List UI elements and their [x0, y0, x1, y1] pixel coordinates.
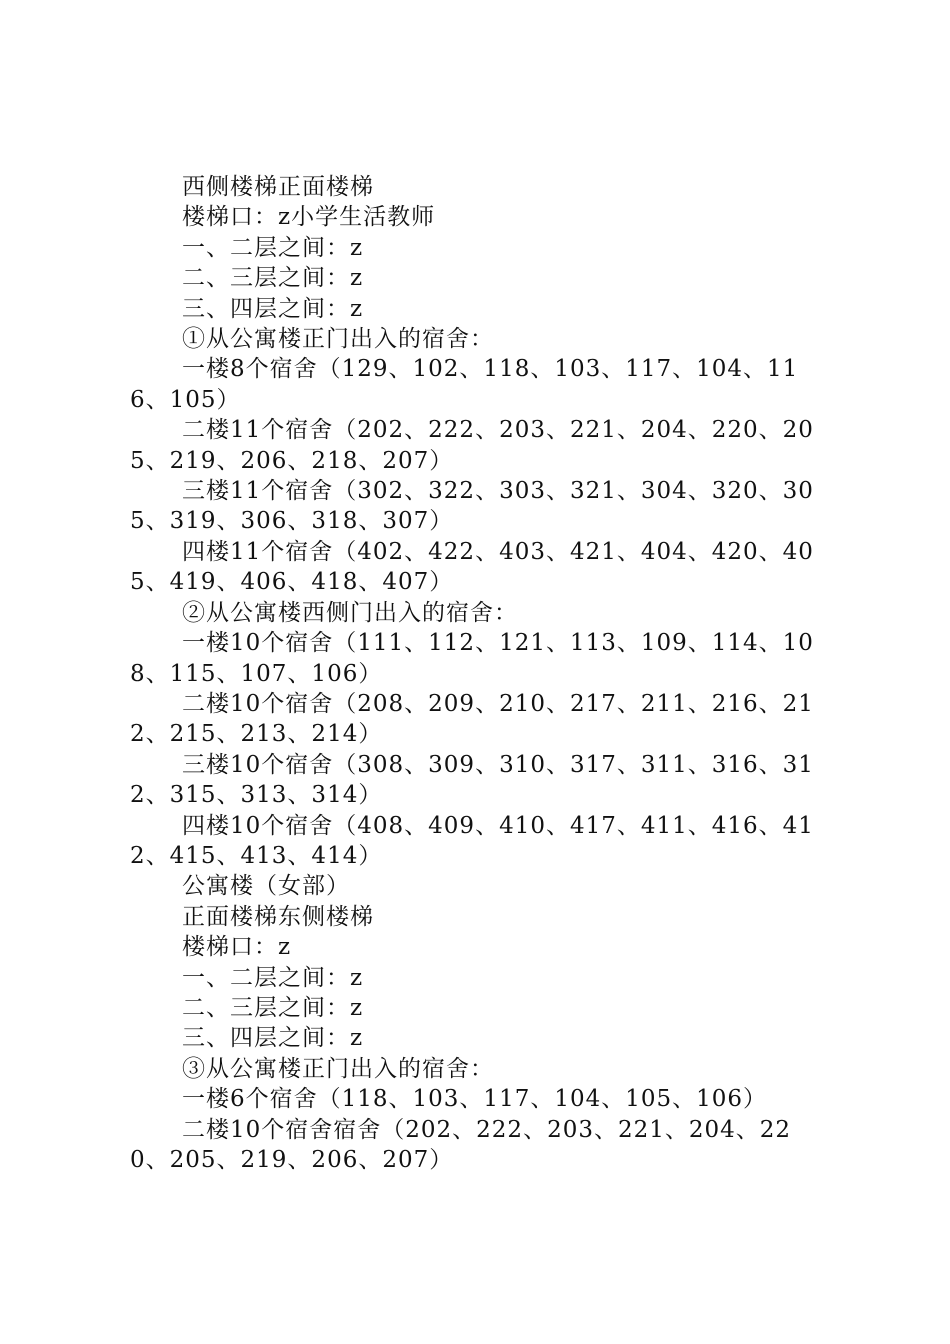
paragraph-dorm-list: 二楼10个宿舍宿舍（202、222、203、221、204、220、205、219、206、207）	[130, 1116, 792, 1173]
paragraph-floor-3-4: 三、四层之间：z	[182, 1025, 364, 1052]
paragraph-girls-building: 公寓楼（女部）	[182, 873, 350, 900]
paragraph-dorm-list: 二楼10个宿舍（208、209、210、217、211、216、212、215、213、214）	[130, 690, 814, 748]
paragraph-dorm-list: 一楼8个宿舍（129、102、118、103、117、104、116、105）	[130, 356, 799, 413]
paragraph-dorm-list: 四楼10个宿舍（408、409、410、417、411、416、412、415、413、414）	[130, 812, 814, 869]
paragraph-dorm-list: 一楼6个宿舍（118、103、117、104、105、106）	[182, 1086, 768, 1113]
paragraph-floor-1-2: 一、二层之间：z	[182, 964, 364, 991]
paragraph-floor-2-3: 二、三层之间：z	[182, 265, 364, 292]
paragraph-section-1-heading: ①从公寓楼正门出入的宿舍：	[182, 326, 494, 353]
paragraph-dorm-list: 三楼10个宿舍（308、309、310、317、311、316、312、315、313、314）	[130, 751, 814, 809]
document-body	[130, 172, 820, 1175]
paragraph-floor-3-4: 三、四层之间：z	[182, 295, 364, 322]
paragraph-stair-entrance: 楼梯口：z	[182, 934, 292, 961]
paragraph-stair-heading: 西侧楼梯正面楼梯	[182, 174, 374, 200]
paragraph-dorm-list: 二楼11个宿舍（202、222、203、221、204、220、205、219、206、218、207）	[130, 417, 814, 474]
paragraph-stair-entrance: 楼梯口：z小学生活教师	[182, 204, 436, 231]
paragraph-dorm-list: 一楼10个宿舍（111、112、121、113、109、114、108、115、107、106）	[130, 630, 814, 687]
paragraph-section-2-heading: ②从公寓楼西侧门出入的宿舍：	[182, 599, 518, 626]
paragraph-dorm-list: 四楼11个宿舍（402、422、403、421、404、420、405、419、406、418、407）	[130, 538, 814, 596]
paragraph-stair-heading: 正面楼梯东侧楼梯	[182, 903, 374, 930]
paragraph-dorm-list: 三楼11个宿舍（302、322、303、321、304、320、305、319、306、318、307）	[130, 478, 814, 535]
paragraph-section-3-heading: ③从公寓楼正门出入的宿舍：	[182, 1055, 494, 1082]
paragraph-floor-1-2: 一、二层之间：z	[182, 234, 364, 261]
paragraph-floor-2-3: 二、三层之间：z	[182, 994, 364, 1021]
